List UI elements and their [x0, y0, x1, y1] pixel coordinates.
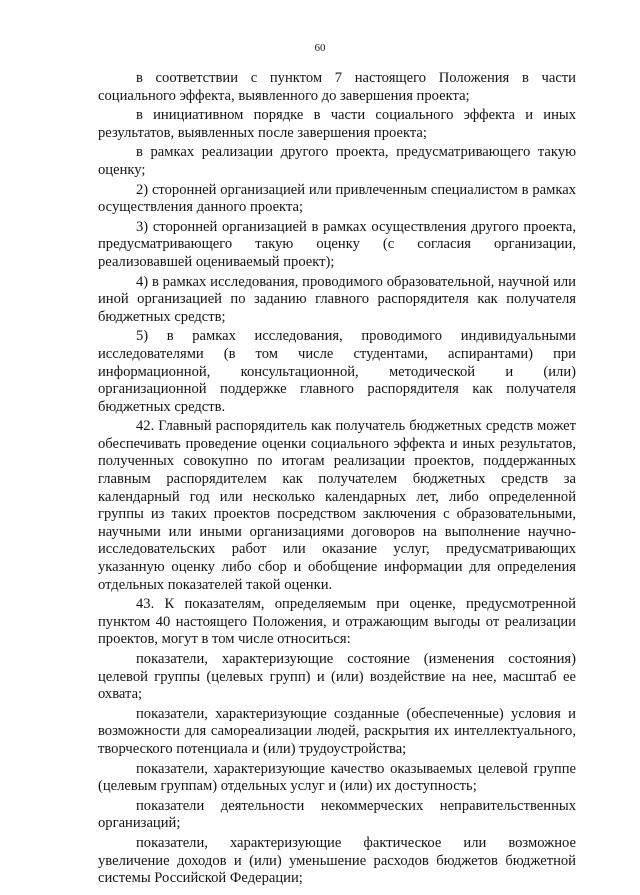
paragraph: 42. Главный распорядитель как получатель бюджетных средств может обеспечивать проведение оценки социального эффекта и иных результатов, полученных совокупно по итогам реализации проектов, поддержанных главным распорядителем как получателем бюджетных средств за календарный год или несколько календарных лет, либо определенной группы из таких проектов посредством заключения с образовательными, научными или иными организациями договоров на выполнение научно-исследовательских работ или оказание услуг, предусматривающих указанную оценку либо сбор и обобщение информации для определения отдельных показателей такой оценки.: [98, 418, 576, 593]
paragraph: в соответствии с пунктом 7 настоящего Положения в части социального эффекта, выявленного до завершения проекта;: [98, 70, 576, 104]
paragraph: в инициативном порядке в части социального эффекта и иных результатов, выявленных после завершения проекта;: [98, 107, 576, 141]
document-body: [98, 70, 576, 890]
paragraph: показатели, характеризующие фактическое или возможное увеличение доходов и (или) уменьшение расходов бюджетов бюджетной системы Российской Федерации;: [98, 834, 576, 887]
paragraph: 4) в рамках исследования, проводимого образовательной, научной или иной организацией по заданию главного распорядителя как получателя бюджетных средств;: [98, 273, 576, 325]
paragraph: показатели, характеризующие созданные (обеспеченные) условия и возможности для самореализации людей, раскрытия их интеллектуального, творческого потенциала и (или) трудоустройства;: [98, 705, 576, 757]
page-number: 60: [314, 42, 326, 54]
paragraph: 3) сторонней организацией в рамках осуществления другого проекта, предусматривающего такую оценку (с согласия организации, реализовавшей оцениваемый проект);: [98, 218, 576, 270]
paragraph: показатели, характеризующие состояние (изменения состояния) целевой группы (целевых групп) и (или) воздействие на нее, масштаб ее охвата;: [98, 651, 576, 703]
paragraph: 2) сторонней организацией или привлеченным специалистом в рамках осуществления данного проекта;: [98, 181, 576, 216]
paragraph: 5) в рамках исследования, проводимого индивидуальными исследователями (в том числе студентами, аспирантами) при информационной, консультационной, методической и (или) организационной поддержке главного распорядителя как получателя бюджетных средств.: [98, 328, 576, 415]
paragraph: показатели, характеризующие качество оказываемых целевой группе (целевым группам) отдельных услуг и (или) их доступность;: [98, 760, 576, 795]
paragraph: 43. К показателям, определяемым при оценке, предусмотренной пунктом 40 настоящего Положения, и отражающим выгоды от реализации проектов, могут в том числе относиться:: [98, 596, 576, 648]
paragraph: показатели деятельности некоммерческих неправительственных организаций;: [98, 797, 576, 832]
paragraph: в рамках реализации другого проекта, предусматривающего такую оценку;: [98, 144, 576, 178]
